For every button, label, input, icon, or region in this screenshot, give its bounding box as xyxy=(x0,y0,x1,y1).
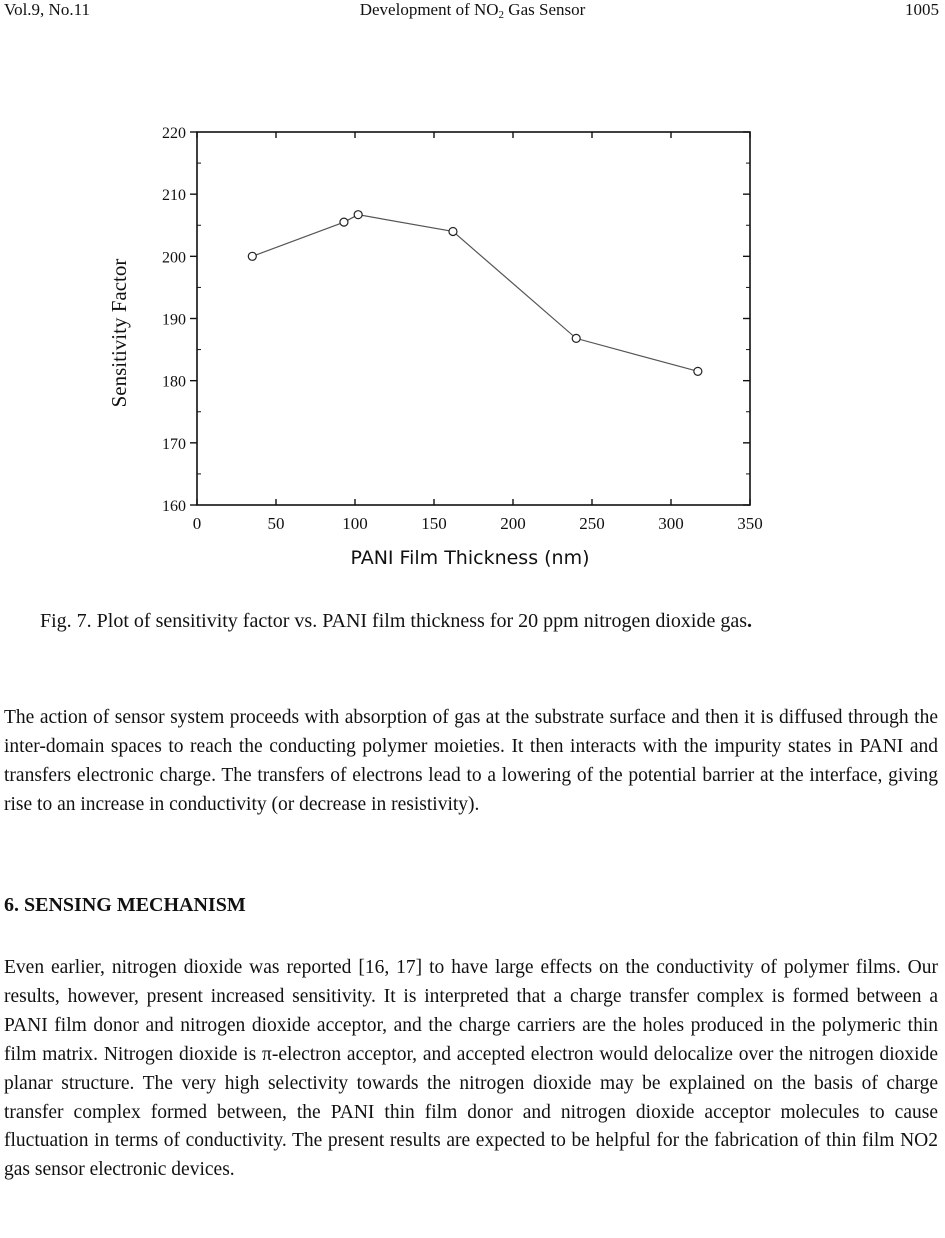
data-point xyxy=(354,211,362,219)
page-number: 1005 xyxy=(905,0,939,19)
x-tick-label: 50 xyxy=(267,514,285,533)
x-tick-label: 350 xyxy=(737,514,763,533)
y-axis-ticks xyxy=(162,125,750,515)
y-axis-title: Sensitivity Factor xyxy=(107,258,131,408)
journal-volume: Vol.9, No.11 xyxy=(4,0,90,19)
running-title-subscript: 2 xyxy=(498,9,505,21)
y-tick-label: 210 xyxy=(162,187,186,205)
x-tick-label: 0 xyxy=(192,514,202,533)
running-title-suffix: Gas Sensor xyxy=(504,0,586,19)
figure-caption xyxy=(40,608,752,634)
series-line xyxy=(252,215,698,372)
paragraph-sensor-action: The action of sensor system proceeds with absorption of gas at the substrate surface and then it is diffused through the inter-domain spaces to reach the conducting polymer moieties. It then interacts with the impurity states in PANI and transfers electronic charge. The transfers of electrons lead to a lowering of the potential barrier at the interface, giving rise to an increase in conductivity (or decrease in resistivity). xyxy=(4,707,938,815)
data-point xyxy=(248,252,256,260)
y-tick-label: 190 xyxy=(162,311,186,329)
plot-border xyxy=(197,132,750,505)
sensitivity-chart xyxy=(0,110,945,580)
running-title-text: Development of NO xyxy=(359,0,499,19)
y-tick-label: 220 xyxy=(162,125,186,142)
running-header xyxy=(0,0,945,22)
figure-caption-end: . xyxy=(747,610,752,632)
plot-frame xyxy=(197,132,750,505)
y-tick-label: 170 xyxy=(162,435,186,453)
x-tick-label: 250 xyxy=(579,514,605,533)
y-tick-label: 160 xyxy=(162,498,186,515)
x-tick-label: 150 xyxy=(421,514,447,533)
data-point xyxy=(449,227,457,235)
data-point xyxy=(572,334,580,342)
series-layer xyxy=(248,211,702,376)
running-title xyxy=(0,0,945,25)
y-tick-label: 180 xyxy=(162,373,186,391)
x-tick-label: 300 xyxy=(658,514,684,533)
section-heading: 6. SENSING MECHANISM xyxy=(4,894,246,916)
x-axis-title: PANI Film Thickness (nm) xyxy=(350,547,590,569)
paragraph-sensing-mechanism: Even earlier, nitrogen dioxide was reported [16, 17] to have large effects on the conductivity of polymer films. Our results, however, present increased sensitivity. It is interpreted that a charge transfer complex is formed between a PANI film donor and nitrogen dioxide acceptor, and the charge carriers are the holes produced in the polymeric thin film matrix. Nitrogen dioxide is π-electron acceptor, and accepted electron would delocalize over the nitrogen dioxide planar structure. The very high selectivity towards the nitrogen dioxide may be explained on the basis of charge transfer complex formed between, the PANI thin film donor and nitrogen dioxide acceptor molecules to cause fluctuation in terms of conductivity. The present results are expected to be helpful for the fabrication of thin film NO2 gas sensor electronic devices. xyxy=(4,957,938,1181)
x-tick-label: 100 xyxy=(342,514,368,533)
figure-caption-text: Fig. 7. Plot of sensitivity factor vs. PANI film thickness for 20 ppm nitrogen dioxide gas xyxy=(40,610,747,632)
data-point xyxy=(340,218,348,226)
x-tick-label: 200 xyxy=(500,514,526,533)
data-point xyxy=(694,367,702,375)
y-tick-label: 200 xyxy=(162,249,186,267)
x-axis-ticks xyxy=(193,132,763,533)
